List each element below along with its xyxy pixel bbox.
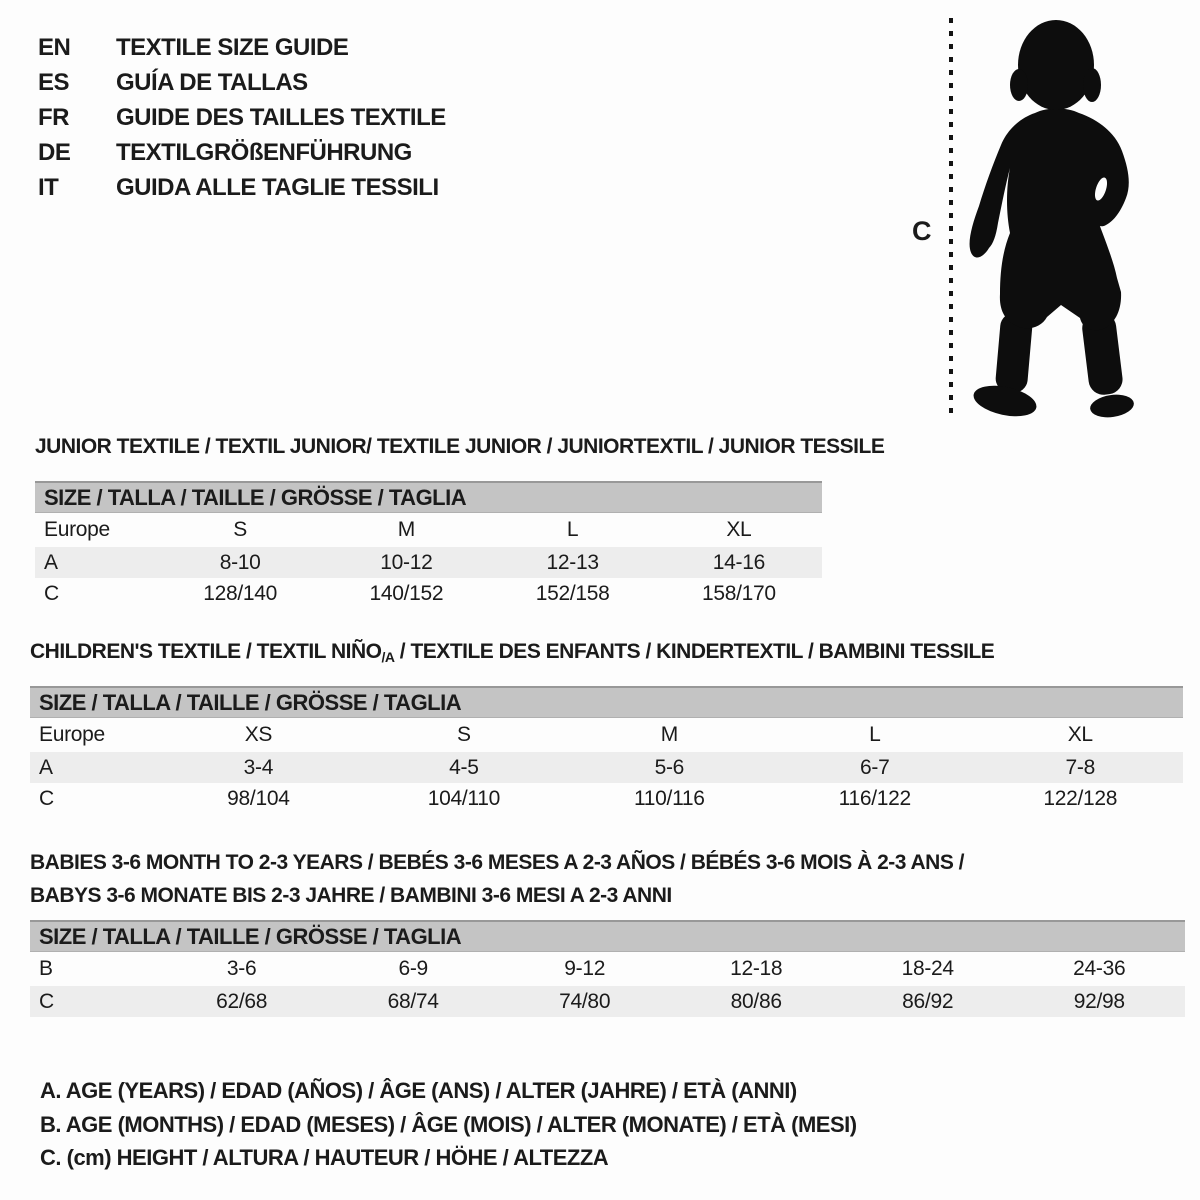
lang-title: TEXTILGRÖßENFÜHRUNG: [116, 138, 412, 166]
value-cell: 110/116: [633, 786, 705, 810]
value-cell: 6-7: [772, 752, 977, 783]
size-cell: XL: [1067, 723, 1093, 746]
lang-row-it: [38, 170, 446, 205]
size-cell: L: [566, 518, 579, 541]
legend-line-a: A. AGE (YEARS) / EDAD (AÑOS) / ÂGE (ANS) / ALTER (JAHRE) / ETÀ (ANNI): [40, 1078, 797, 1103]
value-cell: 5-6: [567, 752, 772, 783]
value-cell: 9-12: [564, 957, 606, 980]
table-row: [35, 578, 822, 609]
row-label-cell: C: [44, 581, 59, 605]
value-cell: 122/128: [1043, 786, 1118, 810]
row-label-cell: C: [39, 786, 54, 810]
size-cell: M: [397, 518, 415, 541]
children-size-table: [30, 686, 1183, 814]
toddler-silhouette: [965, 18, 1135, 418]
size-header-cell: SIZE / TALLA / TAILLE / GRÖSSE / TAGLIA: [30, 921, 1185, 952]
lang-title: GUIDE DES TAILLES TEXTILE: [116, 103, 446, 131]
value-cell: 152/158: [535, 581, 610, 605]
value-cell: 92/98: [1013, 986, 1185, 1017]
row-label-cell: Europe: [39, 723, 105, 746]
table-row: [35, 547, 822, 578]
value-cell: 8-10: [157, 547, 323, 578]
legend-line-c: C. (cm) HEIGHT / ALTURA / HAUTEUR / HÖHE / ALTEZZA: [40, 1145, 609, 1170]
table-row: [30, 952, 1185, 987]
value-cell: 10-12: [323, 547, 489, 578]
size-cell: XL: [726, 518, 752, 541]
lang-code: EN: [38, 33, 71, 61]
junior-section: [35, 435, 885, 609]
table-row: [30, 718, 1183, 753]
value-cell: 158/170: [701, 581, 776, 605]
size-header-cell: SIZE / TALLA / TAILLE / GRÖSSE / TAGLIA: [30, 687, 1183, 718]
lang-row-en: [38, 30, 446, 65]
value-cell: 14-16: [656, 547, 822, 578]
value-cell: 80/86: [670, 986, 842, 1017]
legend-line-b: B. AGE (MONTHS) / EDAD (MESES) / ÂGE (MOIS) / ALTER (MONATE) / ETÀ (MESI): [40, 1111, 857, 1137]
language-header: [38, 30, 446, 205]
value-cell: 12-13: [489, 547, 655, 578]
size-cell: L: [869, 723, 881, 746]
table-row: [30, 986, 1185, 1017]
value-cell: 12-18: [730, 957, 783, 980]
size-cell: S: [233, 518, 247, 541]
children-section-title: [30, 640, 1183, 665]
value-cell: 104/110: [427, 786, 500, 810]
row-label-cell: A: [30, 752, 156, 783]
babies-size-table: [30, 920, 1185, 1017]
lang-title: GUÍA DE TALLAS: [116, 68, 308, 96]
lang-row-es: [38, 65, 446, 100]
row-label-cell: C: [30, 986, 156, 1017]
table-row: [35, 513, 822, 548]
value-cell: 6-9: [398, 957, 428, 980]
junior-section-title: JUNIOR TEXTILE / TEXTIL JUNIOR/ TEXTILE JUNIOR / JUNIORTEXTIL / JUNIOR TESSILE: [35, 435, 885, 458]
value-cell: 74/80: [499, 986, 671, 1017]
lang-title: GUIDA ALLE TAGLIE TESSILI: [116, 173, 439, 201]
height-measure-figure: [900, 14, 1190, 424]
size-cell: M: [660, 723, 678, 746]
value-cell: 24-36: [1073, 957, 1126, 980]
value-cell: 3-6: [226, 957, 257, 980]
value-cell: 98/104: [227, 786, 290, 810]
value-cell: 62/68: [156, 986, 328, 1017]
lang-code: IT: [38, 173, 59, 201]
size-header-row: [35, 482, 822, 513]
measurement-legend: [40, 1074, 857, 1175]
value-cell: 140/152: [369, 581, 444, 605]
value-cell: 68/74: [327, 986, 499, 1017]
value-cell: 4-5: [361, 752, 566, 783]
children-section: [30, 640, 1183, 814]
dashed-height-line: [949, 18, 953, 418]
size-header-row: [30, 921, 1185, 952]
value-cell: 128/140: [203, 581, 278, 605]
value-cell: 116/122: [838, 786, 911, 810]
title-text: CHILDREN'S TEXTILE / TEXTIL NIÑO: [30, 640, 382, 663]
height-measure-label: C: [912, 216, 932, 246]
junior-size-table: [35, 481, 822, 609]
size-cell: XS: [244, 723, 273, 746]
lang-code: ES: [38, 68, 70, 96]
lang-row-de: [38, 135, 446, 170]
lang-title: TEXTILE SIZE GUIDE: [116, 33, 349, 61]
table-row: [30, 783, 1183, 814]
lang-code: DE: [38, 138, 71, 166]
value-cell: 3-4: [156, 752, 361, 783]
title-text: / TEXTILE DES ENFANTS / KINDERTEXTIL / BAMBINI TESSILE: [394, 640, 995, 663]
value-cell: 86/92: [842, 986, 1014, 1017]
babies-section-title-line1: BABIES 3-6 MONTH TO 2-3 YEARS / BEBÉS 3-6 MESES A 2-3 AÑOS / BÉBÉS 3-6 MOIS À 2-3 ANS /: [30, 851, 965, 874]
babies-section-title-line2: BABYS 3-6 MONATE BIS 2-3 JAHRE / BAMBINI 3-6 MESI A 2-3 ANNI: [30, 884, 672, 907]
row-label-cell: A: [35, 547, 157, 578]
lang-row-fr: [38, 100, 446, 135]
title-subscript: /A: [381, 649, 395, 665]
value-cell: 18-24: [901, 957, 954, 980]
table-row: [30, 752, 1183, 783]
row-label-cell: B: [39, 957, 53, 980]
size-header-cell: SIZE / TALLA / TAILLE / GRÖSSE / TAGLIA: [35, 482, 822, 513]
lang-code: FR: [38, 103, 69, 131]
size-header-row: [30, 687, 1183, 718]
babies-section: [30, 851, 1185, 1017]
value-cell: 7-8: [977, 752, 1183, 783]
row-label-cell: Europe: [44, 518, 110, 541]
size-cell: S: [456, 723, 471, 746]
